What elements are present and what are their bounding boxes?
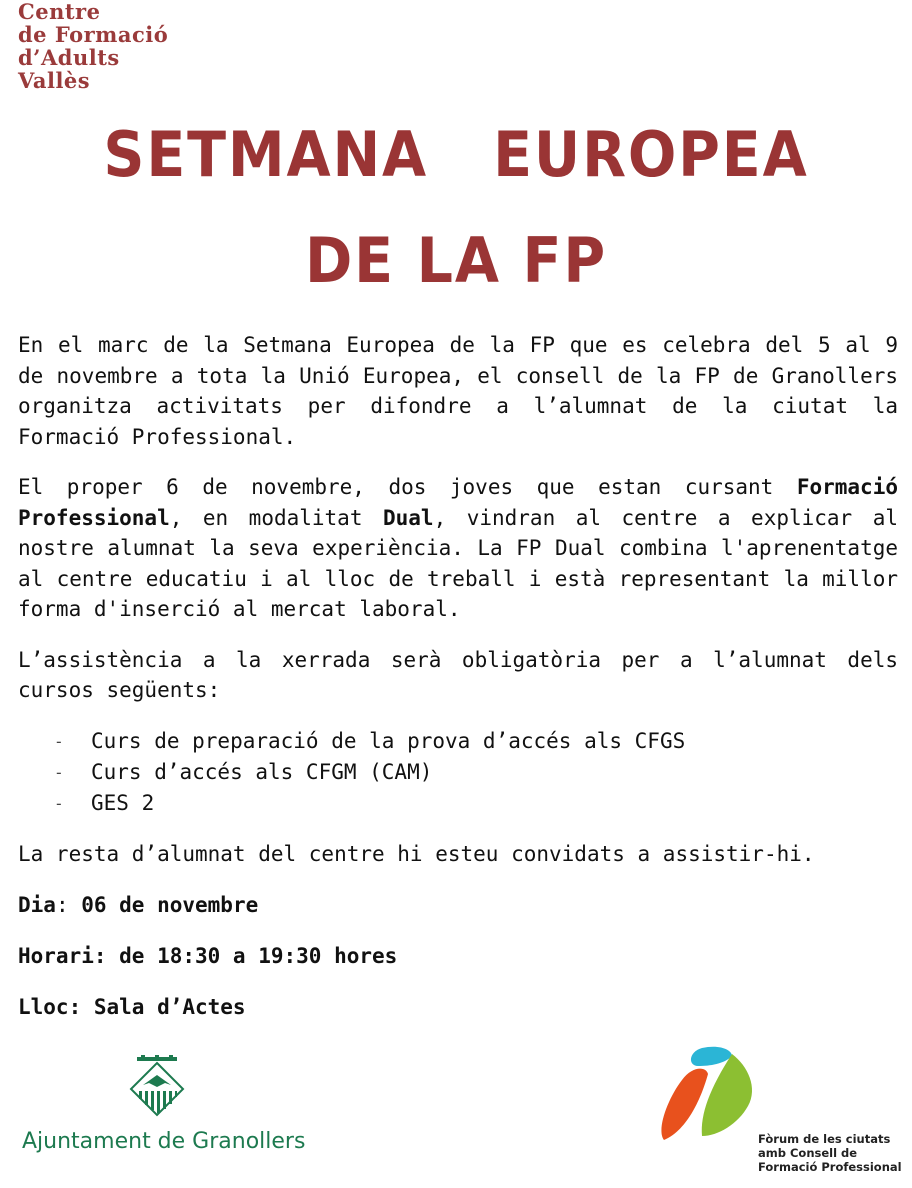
bullet-dash: - <box>54 731 64 751</box>
date-separator: : <box>55 893 82 917</box>
granollers-label: Ajuntament de Granollers <box>22 1129 306 1154</box>
text-run: El proper 6 de novembre, dos joves que estan cursant <box>18 475 797 499</box>
event-date <box>18 893 258 917</box>
invitation-paragraph: La resta d’alumnat del centre hi esteu convidats a assistir-hi. <box>18 841 815 866</box>
page-title-line2: DE LA FP <box>304 224 608 297</box>
forum-label-line: Formació Professional <box>758 1160 902 1174</box>
document-body <box>18 330 898 889</box>
forum-label-line: amb Consell de <box>758 1146 858 1160</box>
intro-paragraph: En el marc de la Setmana Europea de la FP que es celebra del 5 al 9 de novembre a tota la Unió Europea, el consell de la FP de Granollers organitza activitats per difondre a l’alumnat de la ciutat la Formació Professional. <box>18 333 898 449</box>
bold-run: Formació Professional <box>18 475 898 530</box>
event-location: Lloc: Sala d’Actes <box>18 995 246 1019</box>
list-item <box>18 726 898 757</box>
logo-line: Centre <box>18 0 101 24</box>
bullet-dash: - <box>54 762 64 782</box>
forum-label <box>758 1132 908 1174</box>
forum-label-line: Fòrum de les ciutats <box>758 1132 891 1146</box>
course-label: Curs d’accés als CFGM (CAM) <box>91 759 433 784</box>
course-list <box>18 726 898 819</box>
logo-line: d’Adults <box>18 45 120 70</box>
course-label: GES 2 <box>91 790 155 815</box>
list-item <box>18 788 898 819</box>
text-run: , vindran al centre a explicar al nostre alumnat la seva experiència. La FP Dual combina l'aprenentatge al centre educatiu i al lloc de treball i està representant la millor forma d'inserció al mercat laboral. <box>18 505 898 621</box>
text-run: , en modalitat <box>169 505 383 530</box>
logo-line: de Formació <box>18 22 169 47</box>
coat-of-arms-icon <box>127 1055 187 1123</box>
date-value: 06 de novembre <box>81 893 259 917</box>
list-item <box>18 757 898 788</box>
forum-leaves-icon <box>658 1044 758 1144</box>
event-schedule: Horari: de 18:30 a 19:30 hores <box>18 944 398 968</box>
dual-paragraph <box>18 472 898 625</box>
bold-run: Dual <box>382 505 434 530</box>
granollers-logo <box>22 1055 306 1154</box>
date-label: Dia <box>18 893 56 917</box>
logo-line: Vallès <box>18 68 91 93</box>
centre-logo <box>18 0 168 92</box>
attendance-paragraph: L’assistència a la xerrada serà obligatòria per a l’alumnat dels cursos següents: <box>18 647 898 702</box>
bullet-dash: - <box>54 793 64 813</box>
page-title-line1: SETMANA EUROPEA <box>103 118 809 191</box>
course-label: Curs de preparació de la prova d’accés als CFGS <box>91 728 686 753</box>
